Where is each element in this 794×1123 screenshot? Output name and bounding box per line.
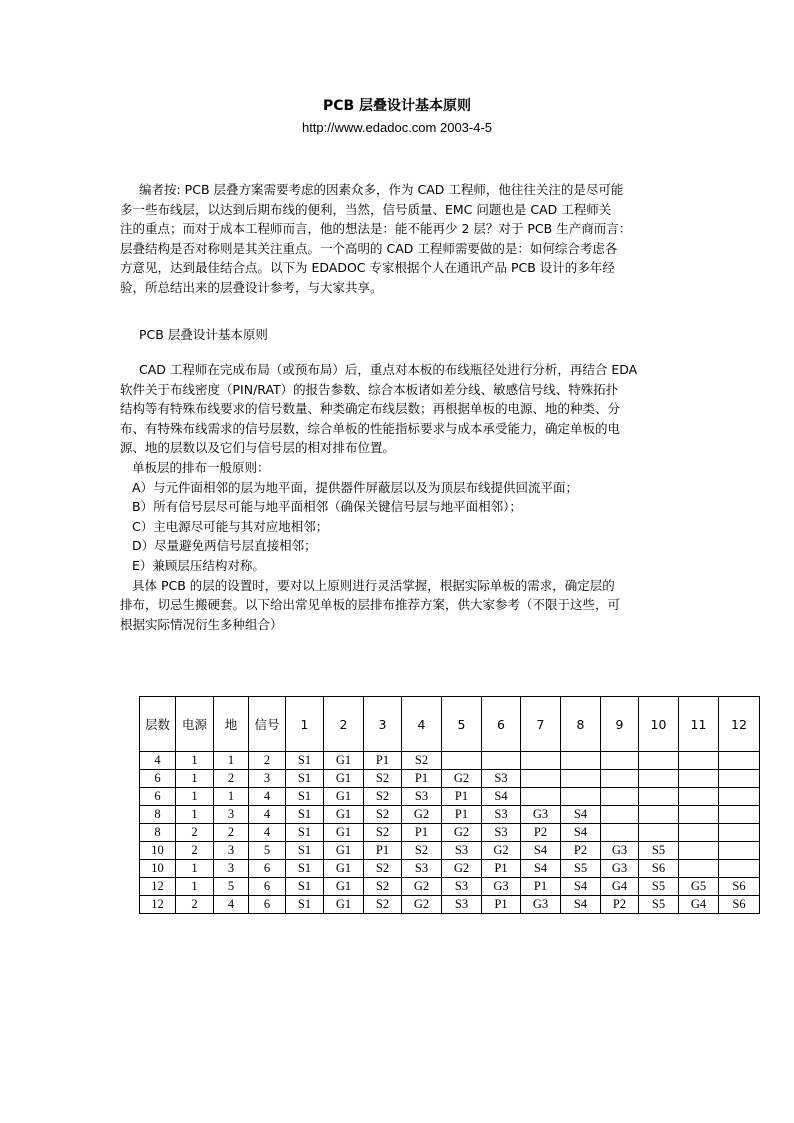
table-cell: 1: [214, 752, 249, 770]
table-cell: S4: [561, 878, 601, 896]
table-cell: P1: [402, 824, 442, 842]
table-cell: S2: [364, 788, 402, 806]
table-row: [140, 752, 760, 770]
table-body: [140, 752, 760, 914]
table-cell: [679, 752, 719, 770]
table-cell: S3: [482, 770, 521, 788]
table-cell: G2: [442, 770, 482, 788]
table-cell: G2: [482, 842, 521, 860]
intro-line: 层叠结构是否对称则是其关注重点。一个高明的 CAD 工程师需要做的是：如何综合考虑各: [120, 240, 618, 256]
table-cell: S1: [286, 878, 324, 896]
table-cell: P1: [402, 770, 442, 788]
table-cell: [679, 860, 719, 878]
table-cell: G2: [402, 878, 442, 896]
table-cell: G1: [324, 770, 364, 788]
table-cell: S1: [286, 770, 324, 788]
table-cell: S5: [639, 878, 679, 896]
table-cell: 8: [140, 806, 176, 824]
table-cell: [601, 788, 639, 806]
table-cell: [561, 770, 601, 788]
table-cell: S4: [521, 860, 561, 878]
table-cell: [679, 842, 719, 860]
table-cell: P1: [521, 878, 561, 896]
table-cell: G5: [679, 878, 719, 896]
table-cell: 2: [176, 896, 214, 914]
table-cell: 12: [140, 896, 176, 914]
table-cell: S2: [364, 824, 402, 842]
table-cell: 6: [249, 860, 286, 878]
table-cell: [601, 806, 639, 824]
table-cell: S2: [364, 770, 402, 788]
table-cell: G1: [324, 752, 364, 770]
table-cell: G1: [324, 824, 364, 842]
table-cell: S2: [364, 860, 402, 878]
body-paragraph: [120, 360, 676, 634]
table-cell: [719, 788, 760, 806]
table-cell: 1: [176, 860, 214, 878]
table-cell: P2: [601, 896, 639, 914]
table-cell: [482, 752, 521, 770]
rule-item: E）兼顾层压结构对称。: [132, 557, 265, 573]
table-cell: [679, 806, 719, 824]
table-cell: G3: [601, 842, 639, 860]
intro-paragraph: [120, 180, 676, 298]
body-line: 源、地的层数以及它们与信号层的相对排布位置。: [120, 440, 396, 456]
table-cell: 12: [140, 878, 176, 896]
table-cell: S4: [561, 824, 601, 842]
table-cell: S6: [719, 878, 760, 896]
table-cell: S1: [286, 806, 324, 824]
table-cell: S2: [364, 878, 402, 896]
table-cell: [601, 824, 639, 842]
table-cell: G4: [679, 896, 719, 914]
table-cell: G2: [442, 860, 482, 878]
table-cell: 1: [176, 806, 214, 824]
table-cell: 1: [176, 752, 214, 770]
table-cell: 4: [249, 806, 286, 824]
table-cell: S5: [639, 842, 679, 860]
table-cell: G1: [324, 842, 364, 860]
table-cell: S5: [561, 860, 601, 878]
intro-line: 验，所总结出来的层叠设计参考，与大家共享。: [120, 279, 383, 295]
table-cell: 1: [176, 788, 214, 806]
table-cell: P1: [482, 860, 521, 878]
table-header-cell: 2: [324, 697, 364, 752]
table-cell: 2: [214, 824, 249, 842]
table-cell: S2: [364, 806, 402, 824]
table-cell: S2: [402, 752, 442, 770]
table-header-cell: 4: [402, 697, 442, 752]
table-cell: [521, 770, 561, 788]
table-cell: 3: [249, 770, 286, 788]
rule-item: D）尽量避免两信号层直接相邻；: [132, 538, 317, 554]
table-cell: [561, 752, 601, 770]
table-cell: G4: [601, 878, 639, 896]
table-cell: S1: [286, 842, 324, 860]
table-cell: S3: [402, 860, 442, 878]
table-cell: G3: [601, 860, 639, 878]
table-cell: 2: [249, 752, 286, 770]
section-heading-block: [120, 325, 676, 345]
table-row: [140, 842, 760, 860]
table-cell: 5: [249, 842, 286, 860]
table-cell: [719, 824, 760, 842]
table-header-cell: 9: [601, 697, 639, 752]
table-cell: S4: [482, 788, 521, 806]
table-header-cell: 10: [639, 697, 679, 752]
body-line: 软件关于布线密度（PIN/RAT）的报告参数、综合本板诸如差分线、敏感信号线、特殊拓扑: [120, 381, 619, 397]
table-cell: [719, 752, 760, 770]
table-cell: 1: [176, 878, 214, 896]
table-cell: 4: [249, 788, 286, 806]
table-cell: S4: [561, 896, 601, 914]
table-cell: 4: [214, 896, 249, 914]
table-cell: S2: [402, 842, 442, 860]
rule-item: B）所有信号层尽可能与地平面相邻（确保关键信号层与地平面相邻）；: [132, 499, 522, 515]
table-cell: G1: [324, 788, 364, 806]
table-row: [140, 770, 760, 788]
table-cell: 2: [214, 770, 249, 788]
table-cell: [719, 842, 760, 860]
table-header-row: [140, 697, 760, 752]
table-cell: G1: [324, 860, 364, 878]
table-cell: [719, 770, 760, 788]
table-row: [140, 806, 760, 824]
table-header-cell: 层数: [140, 697, 176, 752]
table-cell: S3: [482, 806, 521, 824]
table-cell: [601, 752, 639, 770]
closing-line: 具体 PCB 的层的设置时，要对以上原则进行灵活掌握，根据实际单板的需求，确定层的: [132, 577, 615, 593]
table-cell: S6: [719, 896, 760, 914]
table-header-cell: 1: [286, 697, 324, 752]
table-cell: 6: [140, 770, 176, 788]
table-cell: [521, 752, 561, 770]
table-cell: 3: [214, 806, 249, 824]
table-row: [140, 824, 760, 842]
section-heading: PCB 层叠设计基本原则: [139, 327, 268, 342]
layer-stack-table: [139, 696, 760, 914]
table-cell: 6: [140, 788, 176, 806]
table-cell: S1: [286, 896, 324, 914]
table-cell: 8: [140, 824, 176, 842]
document-subtitle: http://www.edadoc.com 2003-4-5: [301, 120, 493, 135]
table-cell: [601, 770, 639, 788]
table-header-cell: 地: [214, 697, 249, 752]
table-cell: [639, 770, 679, 788]
table-cell: [679, 788, 719, 806]
intro-line: 注的重点；而对于成本工程师而言，他的想法是：能不能再少 2 层？对于 PCB 生产商而言：: [120, 221, 632, 237]
table-header-cell: 11: [679, 697, 719, 752]
table-header-cell: 信号: [249, 697, 286, 752]
table-cell: G1: [324, 896, 364, 914]
table-header-cell: 7: [521, 697, 561, 752]
table-cell: 3: [214, 860, 249, 878]
table-row: [140, 788, 760, 806]
table-cell: 4: [249, 824, 286, 842]
table-row: [140, 896, 760, 914]
table-header-cell: 5: [442, 697, 482, 752]
table-cell: 5: [214, 878, 249, 896]
table-cell: S4: [521, 842, 561, 860]
table-header-cell: 电源: [176, 697, 214, 752]
table-cell: G3: [521, 806, 561, 824]
table-cell: S1: [286, 788, 324, 806]
table-cell: P2: [561, 842, 601, 860]
table-cell: [679, 824, 719, 842]
table-cell: S3: [482, 824, 521, 842]
rule-item: C）主电源尽可能与其对应地相邻；: [132, 518, 329, 534]
table-cell: 2: [176, 824, 214, 842]
table-cell: 6: [249, 878, 286, 896]
intro-line: 方意见，达到最佳结合点。以下为 EDADOC 专家根据个人在通讯产品 PCB 设计的多年经: [120, 260, 615, 276]
table-cell: 3: [214, 842, 249, 860]
body-line: CAD 工程师在完成布局（或预布局）后，重点对本板的布线瓶径处进行分析，再结合 EDA: [139, 362, 638, 377]
table-cell: [521, 788, 561, 806]
intro-line: 多一些布线层，以达到后期布线的便利，当然，信号质量、EMC 问题也是 CAD 工程师关: [120, 201, 612, 217]
table-cell: 1: [214, 788, 249, 806]
table-cell: S3: [402, 788, 442, 806]
table-cell: 1: [176, 770, 214, 788]
rules-heading: 单板层的排布一般原则：: [132, 459, 270, 475]
table-cell: [719, 860, 760, 878]
table-cell: [639, 752, 679, 770]
table-cell: 2: [176, 842, 214, 860]
closing-line: 排布，切忌生搬硬套。以下给出常见单板的层排布推荐方案，供大家参考（不限于这些，可: [120, 597, 621, 613]
table-cell: P1: [364, 842, 402, 860]
table-cell: S4: [561, 806, 601, 824]
table-cell: S1: [286, 752, 324, 770]
table-cell: P1: [442, 806, 482, 824]
table-cell: G2: [442, 824, 482, 842]
table-row: [140, 860, 760, 878]
table-cell: S2: [364, 896, 402, 914]
table-cell: [719, 806, 760, 824]
table-cell: S1: [286, 860, 324, 878]
table-cell: G1: [324, 878, 364, 896]
table-cell: [639, 824, 679, 842]
table-cell: G3: [482, 878, 521, 896]
table-cell: [442, 752, 482, 770]
table-header-cell: 12: [719, 697, 760, 752]
table-cell: [639, 806, 679, 824]
table-cell: S6: [639, 860, 679, 878]
table-cell: G2: [402, 896, 442, 914]
table-cell: P1: [442, 788, 482, 806]
table-header-cell: 8: [561, 697, 601, 752]
table-cell: G3: [521, 896, 561, 914]
table-cell: S5: [639, 896, 679, 914]
body-line: 布、有特殊布线需求的信号层数，综合单板的性能指标要求与成本承受能力，确定单板的电: [120, 420, 621, 436]
table-cell: S3: [442, 896, 482, 914]
table-cell: P1: [364, 752, 402, 770]
table-row: [140, 878, 760, 896]
table-cell: [679, 770, 719, 788]
table-cell: S3: [442, 842, 482, 860]
table-cell: [561, 788, 601, 806]
table-cell: G1: [324, 806, 364, 824]
table-cell: G2: [402, 806, 442, 824]
table-cell: [639, 788, 679, 806]
table-cell: P2: [521, 824, 561, 842]
table-cell: 4: [140, 752, 176, 770]
body-line: 结构等有特殊布线要求的信号数量、种类确定布线层数；再根据单板的电源、地的种类、分: [120, 401, 621, 417]
table-cell: P1: [482, 896, 521, 914]
table-cell: S3: [442, 878, 482, 896]
table-cell: 6: [249, 896, 286, 914]
rule-item: A）与元件面相邻的层为地平面，提供器件屏蔽层以及为顶层布线提供回流平面；: [132, 479, 579, 495]
table-cell: S1: [286, 824, 324, 842]
table-cell: 10: [140, 860, 176, 878]
table-header-cell: 3: [364, 697, 402, 752]
closing-line: 根据实际情况衍生多种组合）: [120, 616, 283, 632]
document-title: PCB 层叠设计基本原则: [322, 98, 472, 114]
table-cell: 10: [140, 842, 176, 860]
intro-line: 编者按: PCB 层叠方案需要考虑的因素众多，作为 CAD 工程师，他往往关注的是尽可能: [139, 182, 624, 197]
table-header-cell: 6: [482, 697, 521, 752]
